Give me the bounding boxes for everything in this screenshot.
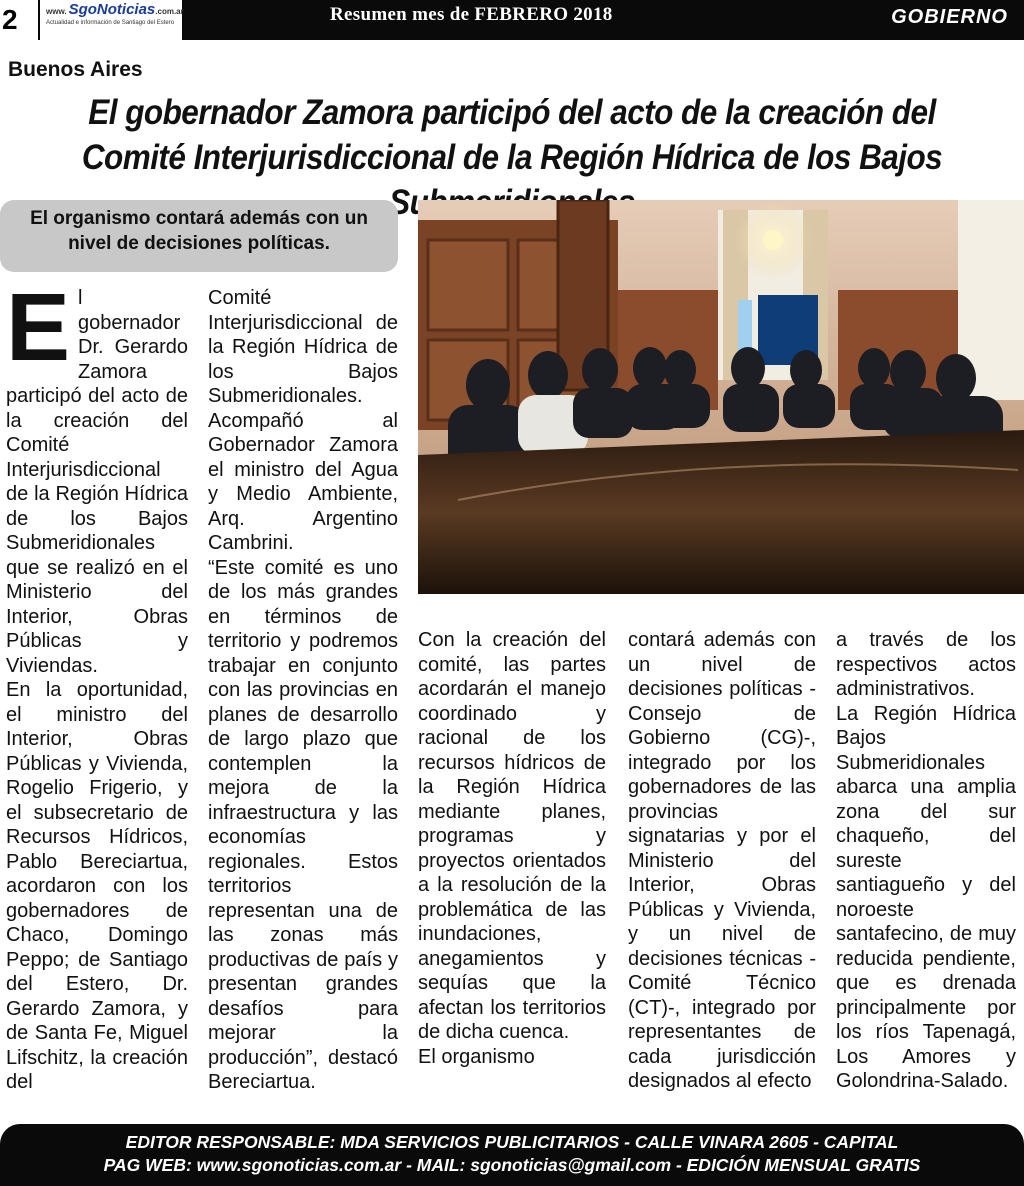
subhead-text: El organismo contará además con un nivel de decisiones políticas. (30, 208, 368, 254)
footer-contact-line: PAG WEB: www.sgonoticias.com.ar - MAIL: sgonoticias@gmail.com - EDICIÓN MENSUAL GRATIS (103, 1155, 921, 1175)
article-headline: El gobernador Zamora participó del acto de la creación del Comité Interjurisdiccional de la Región Hídrica de los Bajos (81, 93, 943, 177)
paragraph (6, 274, 188, 678)
paragraph: Comité Interjurisdiccional de la Región Hídrica de los Bajos Submeridionales. Acompañó al Gobernador Zamora el ministro del Agua y Medio Ambiente, Arq. Argentino Cambrini. (208, 287, 398, 554)
section-name: GOBIERNO (891, 6, 1008, 28)
article-column-2 (208, 286, 398, 1095)
article-column-3 (418, 628, 606, 1069)
paragraph: a través de los respectivos actos administrativos. (836, 629, 1016, 700)
paragraph-text: l gobernador Dr. Gerardo Zamora participó del acto de la creación del Comité Interjurisdiccional de la Región Hídrica de los Bajos Submeridionales que se realizó en el Ministerio del Interior, Obras Públicas y Viviendas. (6, 287, 188, 677)
article-column-1 (6, 274, 188, 1095)
issue-title: Resumen mes de FEBRERO 2018 (330, 4, 613, 25)
logo-tagline: Actualidad e información de Santiago del Estero (46, 20, 175, 26)
paragraph: Con la creación del comité, las partes acordarán el manejo coordinado y racional de los recursos hídricos de la Región Hídrica mediante planes, programas y proyectos orientados a la resolución de la problemática de las inundaciones, anegamientos y sequías que la afectan los territorios de dicha cuenca. (418, 629, 606, 1043)
footer-editor-line: EDITOR RESPONSABLE: MDA SERVICIOS PUBLICITARIOS - CALLE VINARA 2605 - CAPITAL (125, 1132, 899, 1152)
top-bar (0, 0, 1024, 40)
paragraph: En la oportunidad, el ministro del Interior, Obras Públicas y Vivienda, Rogelio Frigerio, y el subsecretario de Recursos Hídricos, Pablo Bereciartua, acordaron con los gobernadores de Chaco, Domingo Peppo; de Santiago del Estero, Dr. Gerardo Zamora, y de Santa Fe, Miguel Lifschitz, la creación del (6, 679, 188, 1093)
paragraph: El organismo (418, 1045, 535, 1068)
page-number: 2 (0, 0, 38, 40)
footer-bar (0, 1124, 1024, 1186)
article-kicker: Buenos Aires (8, 58, 143, 81)
subhead-box (0, 200, 398, 272)
logo-name: SgoNoticias (68, 1, 156, 18)
drop-cap: E (6, 274, 71, 381)
paragraph: La Región Hídrica Bajos Submeridionales abarca una amplia zona del sur chaqueño, del sureste santiagueño y del noroeste santafecino, de muy reducida pendiente, que es drenada principalmente por los ríos Tapenagá, Los Amores y Golondrina-Salado. (836, 702, 1016, 1092)
meeting-photo (418, 200, 1024, 594)
newspaper-logo (40, 0, 182, 40)
logo-prefix: www. (46, 7, 67, 16)
article-column-5 (836, 628, 1016, 1094)
paragraph-continued: contará además con un nivel de decisiones políticas -Consejo de Gobierno (CG)-, integrado por los gobernadores de las provincias signatarias y por el Ministerio del Interior, Obras Públicas y Vivienda, y un nivel de decisiones técnicas -Comité Técnico (CT)-, integrado por representantes de cada jurisdicción designados al efecto (628, 629, 816, 1092)
logo-suffix: .com.ar (155, 7, 184, 16)
article-column-4 (628, 628, 816, 1094)
paragraph: “Este comité es uno de los más grandes en términos de territorio y podremos trabajar en conjunto con las provincias en planes de desarrollo de largo plazo que contemplen la mejora de la infraestructura y las economías regionales. Estos territorios representan una de las zonas más productivas de país y presentan grandes desafíos para mejorar la producción”, destacó Bereciartua. (208, 556, 398, 1093)
